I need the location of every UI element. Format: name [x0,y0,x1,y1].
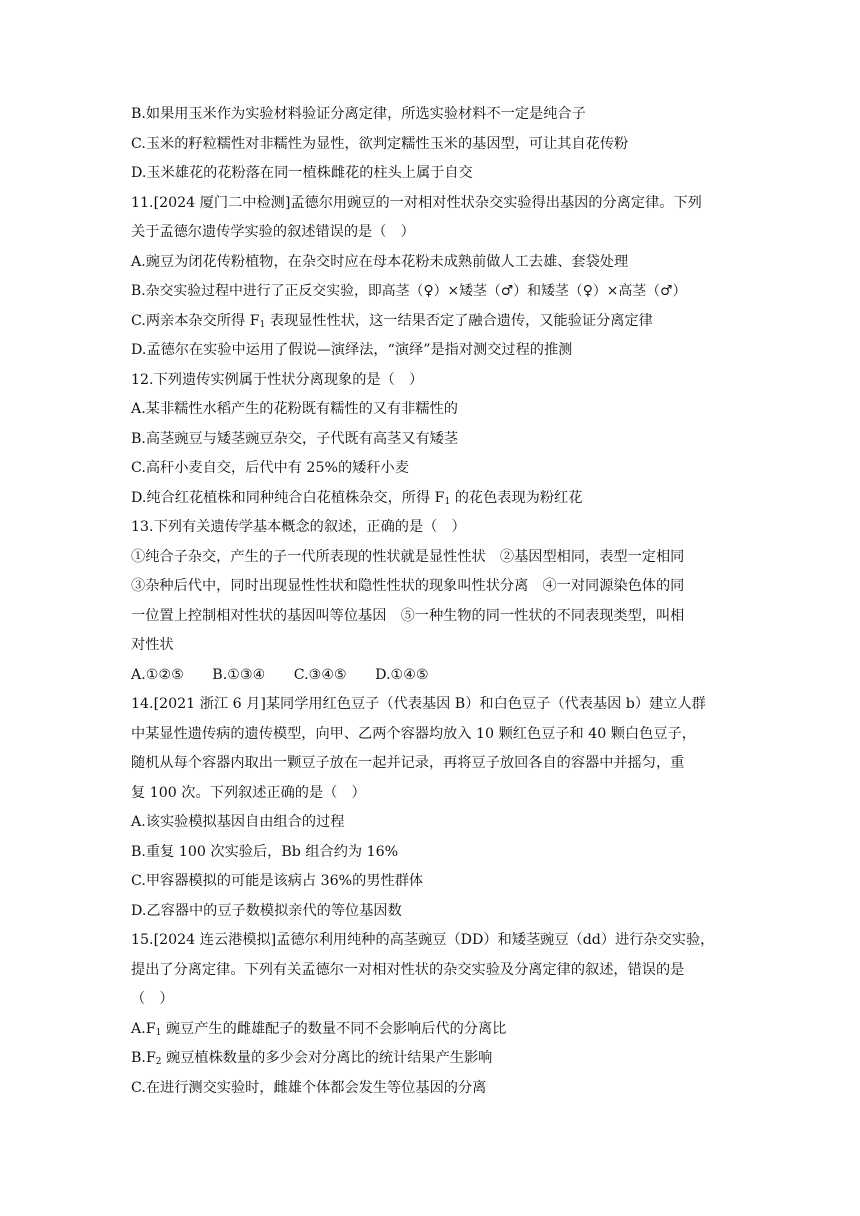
q10-option-b: B.如果用玉米作为实验材料验证分离定律，所选实验材料不一定是纯合子 [131,106,586,122]
q14-option-d: D.乙容器中的豆子数模拟亲代的等位基因数 [131,903,402,919]
q15-stem: 15.[2024 连云港模拟]孟德尔利用纯种的高茎豌豆（DD）和矮茎豌豆（dd）进行杂交实验， [131,932,715,948]
q15-option-c: C.在进行测交实验时，雌雄个体都会发生等位基因的分离 [131,1080,487,1096]
q14-option-c: C.甲容器模拟的可能是该病占 36%的男性群体 [131,873,424,889]
q13-statements-4: 对性状 [131,637,174,653]
q11-option-a: A.豌豆为闭花传粉植物，在杂交时应在母本花粉未成熟前做人工去雄、套袋处理 [131,254,629,270]
q10-option-d: D.玉米雄花的花粉落在同一植株雌花的柱头上属于自交 [131,165,473,181]
q11-stem: 11.[2024 厦门二中检测]孟德尔用豌豆的一对相对性状杂交实验得出基因的分离定律。下列 [131,195,702,211]
q14-stem: 14.[2021 浙江 6 月]某同学用红色豆子（代表基因 B）和白色豆子（代表基因 b）建立人群 [131,696,706,712]
q12-option-b: B.高茎豌豆与矮茎豌豆杂交，子代既有高茎又有矮茎 [131,431,459,447]
q13-stem: 13.下列有关遗传学基本概念的叙述，正确的是（ ） [131,519,466,535]
q14-stem-3: 随机从每个容器内取出一颗豆子放在一起并记录，再将豆子放回各自的容器中并摇匀，重 [131,755,685,771]
q13-statements-1: ①纯合子杂交，产生的子一代所表现的性状就是显性性状 ②基因型相同，表型一定相同 [131,549,685,565]
q12-stem: 12.下列遗传实例属于性状分离现象的是（ ） [131,372,424,388]
q13-statements-2: ③杂种后代中，同时出现显性性状和隐性性状的现象叫性状分离 ④一对同源染色体的同 [131,578,685,594]
q14-stem-4: 复 100 次。下列叙述正确的是（ ） [131,785,366,801]
q14-option-b: B.重复 100 次实验后，Bb 组合约为 16% [131,844,399,860]
q15-stem-2: 提出了分离定律。下列有关孟德尔一对相对性状的杂交实验及分离定律的叙述，错误的是 [131,962,685,978]
q15-stem-3: （ ） [131,991,174,1007]
q13-statements-3: 一位置上控制相对性状的基因叫等位基因 ⑤一种生物的同一性状的不同表现类型，叫相 [131,608,685,624]
q13-options: A.①②⑤ B.①③④ C.③④⑤ D.①④⑤ [131,667,429,683]
q12-option-c: C.高秆小麦自交，后代中有 25%的矮秆小麦 [131,460,409,476]
q11-stem-cont: 关于孟德尔遗传学实验的叙述错误的是（ ） [131,224,415,240]
q11-option-c: C.两亲本杂交所得 $F_1$ 表现显性性状，这一结果否定了融合遗传，又能验证分离定律 [131,313,653,330]
q11-option-d: D.孟德尔在实验中运用了假说—演绎法，“演绎”是指对测交过程的推测 [131,342,573,358]
q12-option-a: A.某非糯性水稻产生的花粉既有糯性的又有非糯性的 [131,401,458,417]
q10-option-c: C.玉米的籽粒糯性对非糯性为显性，欲判定糯性玉米的基因型，可让其自花传粉 [131,136,629,152]
q14-option-a: A.该实验模拟基因自由组合的过程 [131,814,345,830]
q14-stem-2: 中某显性遗传病的遗传模型，向甲、乙两个容器均放入 10 颗红色豆子和 40 颗白色豆子， [131,726,696,742]
q15-option-a: $A.F_1$ 豌豆产生的雌雄配子的数量不同不会影响后代的分离比 [131,1021,507,1038]
q12-option-d: D.纯合红花植株和同种纯合白花植株杂交，所得 $F_1$ 的花色表现为粉红花 [131,490,583,507]
q15-option-b: $B.F_2$ 豌豆植株数量的多少会对分离比的统计结果产生影响 [131,1050,493,1067]
q11-option-b: B.杂交实验过程中进行了正反交实验，即高茎（♀）×矮茎（♂）和矮茎（♀）×高茎（♂） [131,283,687,299]
